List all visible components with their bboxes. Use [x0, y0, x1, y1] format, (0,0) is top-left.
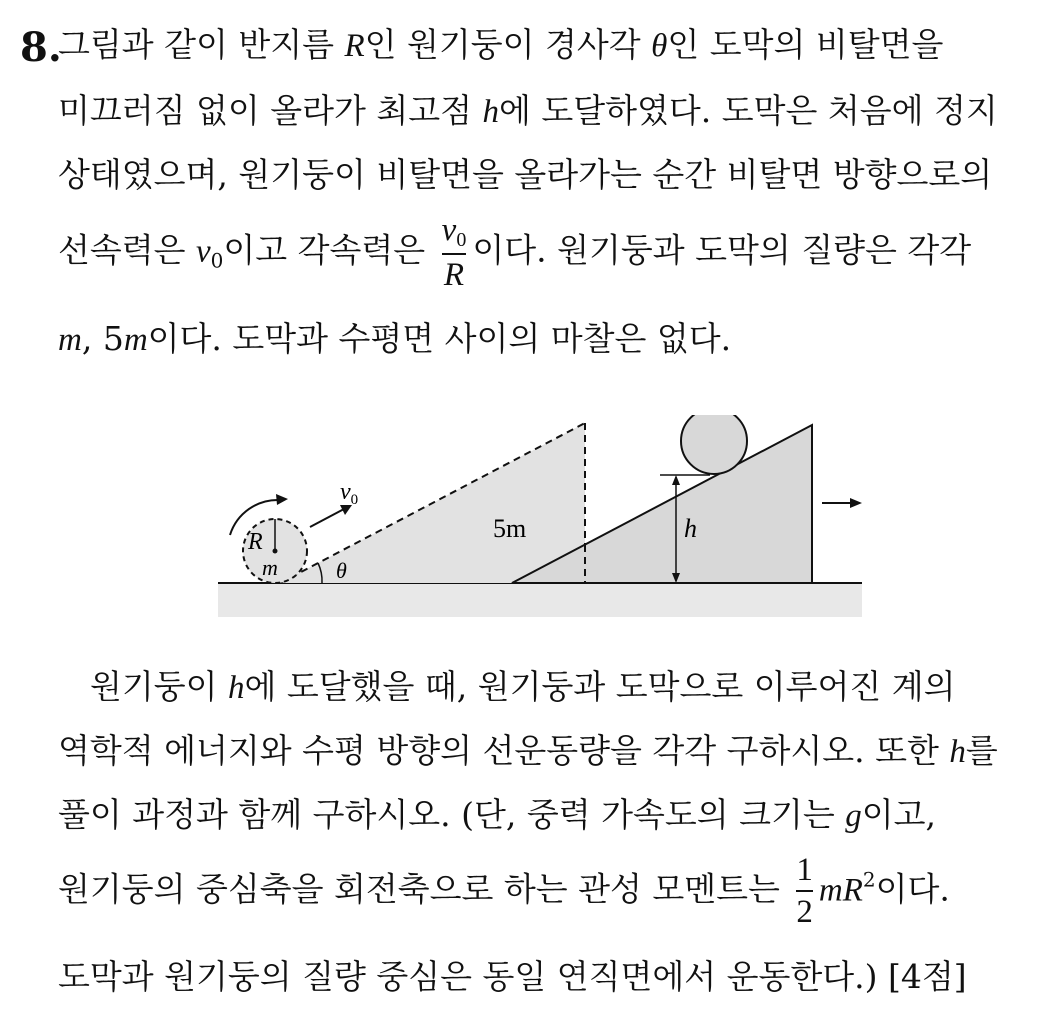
angle-label: θ: [336, 558, 347, 583]
text: 에 도달하였다. 도막은 처음에 정지: [499, 91, 998, 130]
radius-label: R: [248, 529, 263, 555]
text: 원기둥의 중심축을 회전축으로 하는 관성 모멘트는: [58, 869, 780, 909]
var-m: m: [58, 322, 82, 358]
var-m: m: [123, 322, 148, 358]
text: 선속력은: [58, 230, 197, 270]
text: 이다. 도막과 수평면 사이의 마찰은 없다.: [147, 319, 732, 358]
rotation-arrow-head: [276, 494, 288, 505]
question-line-2: [58, 731, 998, 770]
text: 이다. 원기둥과 도막의 질량은 각각: [472, 230, 972, 270]
velocity-arrow: [310, 509, 344, 527]
text: 를: [965, 731, 998, 770]
problem-line-3: [58, 155, 993, 194]
problem-line-4: [58, 212, 971, 293]
block-velocity-arrow-head: [850, 498, 862, 508]
height-arrow-head-top: [672, 475, 680, 485]
denominator: R: [443, 257, 465, 293]
var-R: R: [344, 28, 365, 64]
problem-number: 8.: [20, 24, 62, 71]
text: 이다.: [875, 869, 950, 909]
fraction-bar: [796, 890, 813, 892]
physics-figure: [210, 415, 870, 625]
cylinder-mass-label: m: [262, 555, 278, 580]
numerator: 1: [796, 852, 813, 888]
text: 인 도막의 비탈면을: [667, 25, 944, 64]
var-mR: mR: [818, 872, 863, 909]
subscript: 0: [210, 248, 224, 273]
question-line-5: [58, 957, 967, 996]
subscript: 0: [456, 229, 467, 251]
text: 인 원기둥이 경사각: [364, 25, 652, 64]
var-v: v: [196, 233, 211, 270]
var-v: v: [441, 212, 457, 248]
numerator: [442, 212, 467, 251]
ground-surface: [218, 583, 862, 617]
var-g: g: [845, 798, 862, 834]
text: 풀이 과정과 함께 구하시오. (단, 중력 가속도의 크기는: [58, 795, 846, 834]
velocity-var: v: [340, 479, 351, 505]
text: 원기둥이: [90, 667, 229, 706]
problem-line-1: [58, 25, 944, 64]
text: 상태였으며, 원기둥이 비탈면을 올라가는 순간 비탈면 방향으로의: [58, 155, 993, 194]
text: 미끄러짐 없이 올라가 최고점: [58, 91, 483, 130]
var-h: h: [949, 734, 966, 770]
text: 그림과 같이 반지름: [58, 25, 345, 64]
text: 역학적 에너지와 수평 방향의 선운동량을 각각 구하시오. 또한: [58, 731, 950, 770]
superscript: 2: [862, 867, 876, 892]
var-h: h: [482, 94, 499, 130]
text: 이고,: [861, 795, 936, 834]
height-label: h: [684, 514, 697, 543]
var-h: h: [228, 670, 245, 706]
fraction-v0-over-R: [442, 212, 467, 293]
question-line-3: [58, 795, 936, 834]
problem-line-2: [58, 91, 998, 130]
velocity-label: [340, 479, 358, 508]
question-line-1: [90, 667, 956, 706]
cylinder-at-top: [681, 415, 747, 474]
var-theta: θ: [651, 28, 668, 64]
text: , 5: [81, 319, 124, 358]
cylinder-center: [273, 549, 278, 554]
text: 도막과 원기둥의 질량 중심은 동일 연직면에서 운동한다.) [4점]: [58, 957, 967, 996]
mass-label: 5m: [493, 514, 527, 543]
question-line-4: [58, 852, 950, 931]
text: 에 도달했을 때, 원기둥과 도막으로 이루어진 계의: [244, 667, 956, 706]
denominator: 2: [796, 894, 813, 931]
fraction-one-half: [796, 852, 813, 931]
fraction-bar: [442, 253, 467, 255]
velocity-sub: 0: [350, 492, 359, 508]
problem-line-5: [58, 319, 732, 358]
text: 이고 각속력은: [223, 230, 426, 270]
